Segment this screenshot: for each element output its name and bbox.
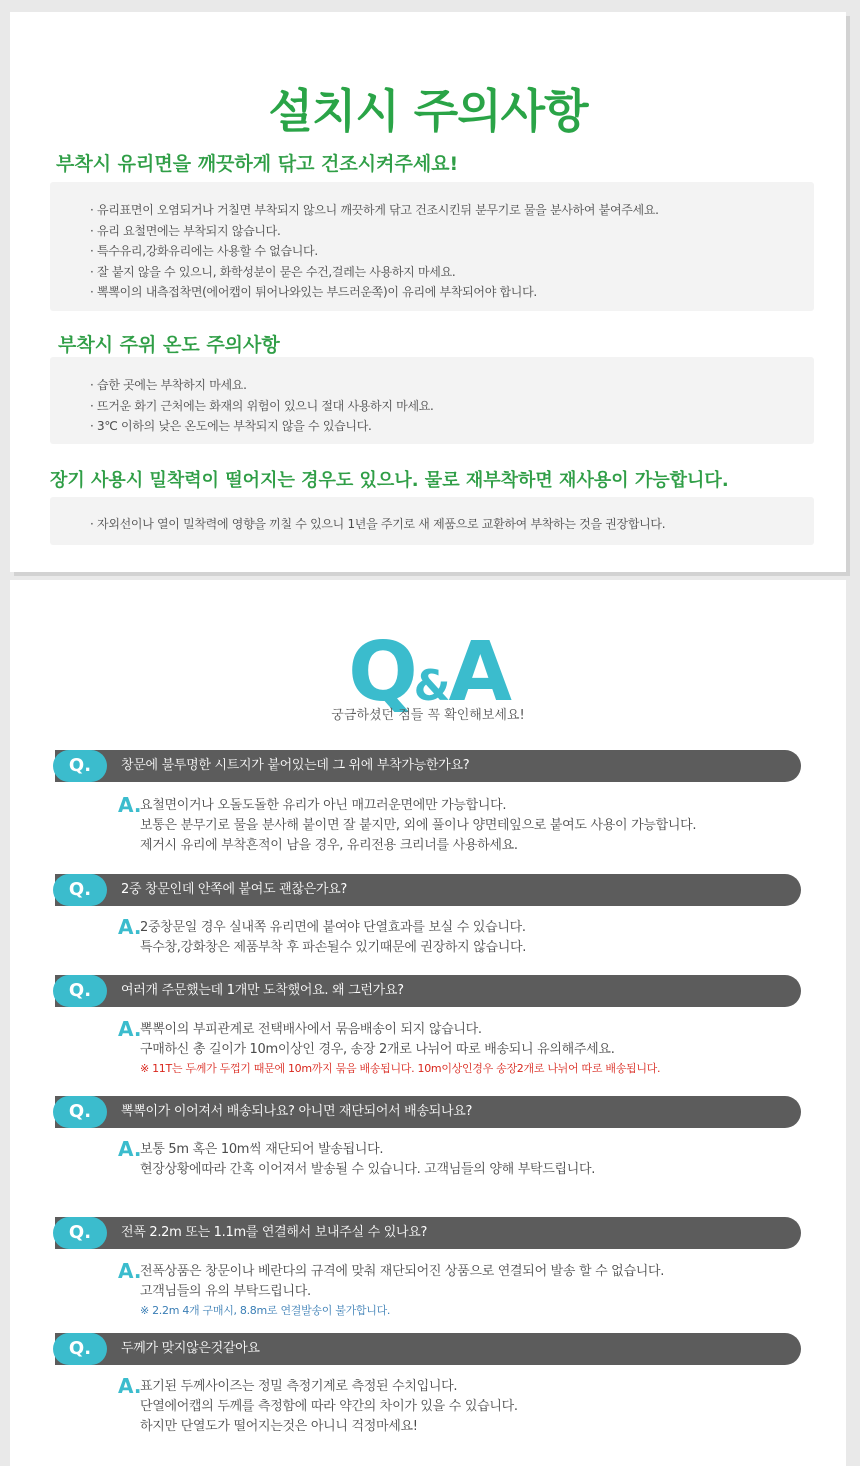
answer-note: ※ 2.2m 4개 구매시, 8.8m로 연결발송이 불가합니다. xyxy=(140,1304,391,1317)
qa-logo-q: Q xyxy=(348,625,414,720)
q-badge: Q. xyxy=(53,1217,107,1249)
question-bar xyxy=(55,1096,801,1128)
caution-list xyxy=(90,514,665,535)
question-text: 창문에 불투명한 시트지가 붙어있는데 그 위에 부착가능한가요? xyxy=(121,758,470,773)
section-box-cleaning xyxy=(50,182,814,311)
q-badge: Q. xyxy=(53,1096,107,1128)
answer-line: 요철면이거나 오돌도돌한 유리가 아닌 매끄러운면에만 가능합니다. xyxy=(140,798,507,813)
qa-card xyxy=(10,580,846,1466)
a-mark: A. xyxy=(118,1017,142,1041)
q-badge: Q. xyxy=(53,750,107,782)
answer-line: 현장상황에따라 간혹 이어져서 발송될 수 있습니다. 고객님들의 양해 부탁드립니다. xyxy=(140,1162,596,1177)
question-bar xyxy=(55,1333,801,1365)
caution-title: 설치시 주의사항 xyxy=(268,84,588,138)
list-item: · 유리 요철면에는 부착되지 않습니다. xyxy=(90,223,281,238)
answer-line: 보통 5m 혹은 10m씩 재단되어 발송됩니다. xyxy=(140,1142,384,1157)
answer-line: 구매하신 총 길이가 10m이상인 경우, 송장 2개로 나뉘어 따로 배송되니 유의해주세요. xyxy=(140,1042,615,1057)
answer-note: ※ 11T는 두께가 두껍기 때문에 10m까지 묶음 배송됩니다. 10m이상인경우 송장2개로 나뉘어 따로 배송됩니다. xyxy=(140,1062,661,1075)
list-item: · 3℃ 이하의 낮은 온도에는 부착되지 않을 수 있습니다. xyxy=(90,419,372,433)
answer-line: 특수창,강화창은 제품부착 후 파손될수 있기때문에 권장하지 않습니다. xyxy=(140,940,527,955)
question-text: 2중 창문인데 안쪽에 붙여도 괜찮은가요? xyxy=(121,882,348,897)
q-badge: Q. xyxy=(53,874,107,906)
a-mark: A. xyxy=(118,793,142,817)
a-mark: A. xyxy=(118,1259,142,1283)
question-bar xyxy=(55,975,801,1007)
list-item: · 잘 붙지 않을 수 있으니, 화학성분이 묻은 수건,걸레는 사용하지 마세요. xyxy=(90,264,456,279)
answer-line: 보통은 분무기로 물을 분사해 붙이면 잘 붙지만, 외에 풀이나 양면테잎으로 붙여도 사용이 가능합니다. xyxy=(140,818,697,833)
section-heading-cleaning: 부착시 유리면을 깨끗하게 닦고 건조시켜주세요! xyxy=(56,153,459,175)
answer-line: 2중창문일 경우 실내쪽 유리면에 붙여야 단열효과를 보실 수 있습니다. xyxy=(140,920,526,935)
qa-subtitle: 궁금하셨던 점들 꼭 확인해보세요! xyxy=(331,708,525,723)
list-item: · 특수유리,강화유리에는 사용할 수 없습니다. xyxy=(90,244,318,258)
question-text: 뽁뽁이가 이어져서 배송되나요? 아니면 재단되어서 배송되나요? xyxy=(121,1104,473,1119)
answer-line: 고객님들의 유의 부탁드립니다. xyxy=(140,1284,311,1299)
answer-line: 뽁뽁이의 부피관계로 전택배사에서 묶음배송이 되지 않습니다. xyxy=(140,1022,482,1037)
question-text: 전폭 2.2m 또는 1.1m를 연결해서 보내주실 수 있나요? xyxy=(121,1225,428,1240)
question-text: 두께가 맞지않은것같아요 xyxy=(121,1341,260,1356)
section-heading-long-term: 장기 사용시 밀착력이 떨어지는 경우도 있으나. 물로 재부착하면 재사용이 가능합니다. xyxy=(50,470,729,491)
qa-logo-amp: & xyxy=(413,661,449,710)
caution-card xyxy=(10,12,846,572)
list-item: · 뽁뽁이의 내측접착면(에어캡이 튀어나와있는 부드러운쪽)이 유리에 부착되어야 합니다. xyxy=(90,285,537,299)
a-mark: A. xyxy=(118,1374,142,1398)
answer-line: 하지만 단열도가 떨어지는것은 아니니 걱정마세요! xyxy=(140,1419,418,1434)
section-box-temperature xyxy=(50,357,814,444)
a-mark: A. xyxy=(118,915,142,939)
list-item: · 습한 곳에는 부착하지 마세요. xyxy=(90,378,247,392)
answer-line: 표기된 두께사이즈는 정밀 측정기계로 측정된 수치입니다. xyxy=(140,1379,458,1394)
list-item: · 자외선이나 열이 밀착력에 영향을 끼칠 수 있으니 1년을 주기로 새 제품으로 교환하여 부착하는 것을 권장합니다. xyxy=(90,517,666,531)
caution-list xyxy=(90,200,659,303)
question-bar xyxy=(55,750,801,782)
question-bar xyxy=(55,1217,801,1249)
qa-logo-a: A xyxy=(448,625,508,720)
a-mark: A. xyxy=(118,1137,142,1161)
list-item: · 뜨거운 화기 근처에는 화재의 위험이 있으니 절대 사용하지 마세요. xyxy=(90,398,434,413)
answer-line: 단열에어캡의 두께를 측정함에 따라 약간의 차이가 있을 수 있습니다. xyxy=(140,1399,518,1414)
section-heading-temperature: 부착시 주위 온도 주의사항 xyxy=(58,334,280,356)
caution-list xyxy=(90,375,434,437)
answer-line: 제거시 유리에 부착흔적이 남을 경우, 유리전용 크리너를 사용하세요. xyxy=(140,838,518,853)
question-text: 여러개 주문했는데 1개만 도착했어요. 왜 그런가요? xyxy=(121,983,404,998)
q-badge: Q. xyxy=(53,975,107,1007)
answer-line: 전폭상품은 창문이나 베란다의 규격에 맞춰 재단되어진 상품으로 연결되어 발송 할 수 없습니다. xyxy=(140,1264,665,1279)
section-box-long-term xyxy=(50,497,814,545)
question-bar xyxy=(55,874,801,906)
q-badge: Q. xyxy=(53,1333,107,1365)
list-item: · 유리표면이 오염되거나 거칠면 부착되지 않으니 깨끗하게 닦고 건조시킨뒤 분무기로 물을 분사하여 붙여주세요. xyxy=(90,203,659,217)
